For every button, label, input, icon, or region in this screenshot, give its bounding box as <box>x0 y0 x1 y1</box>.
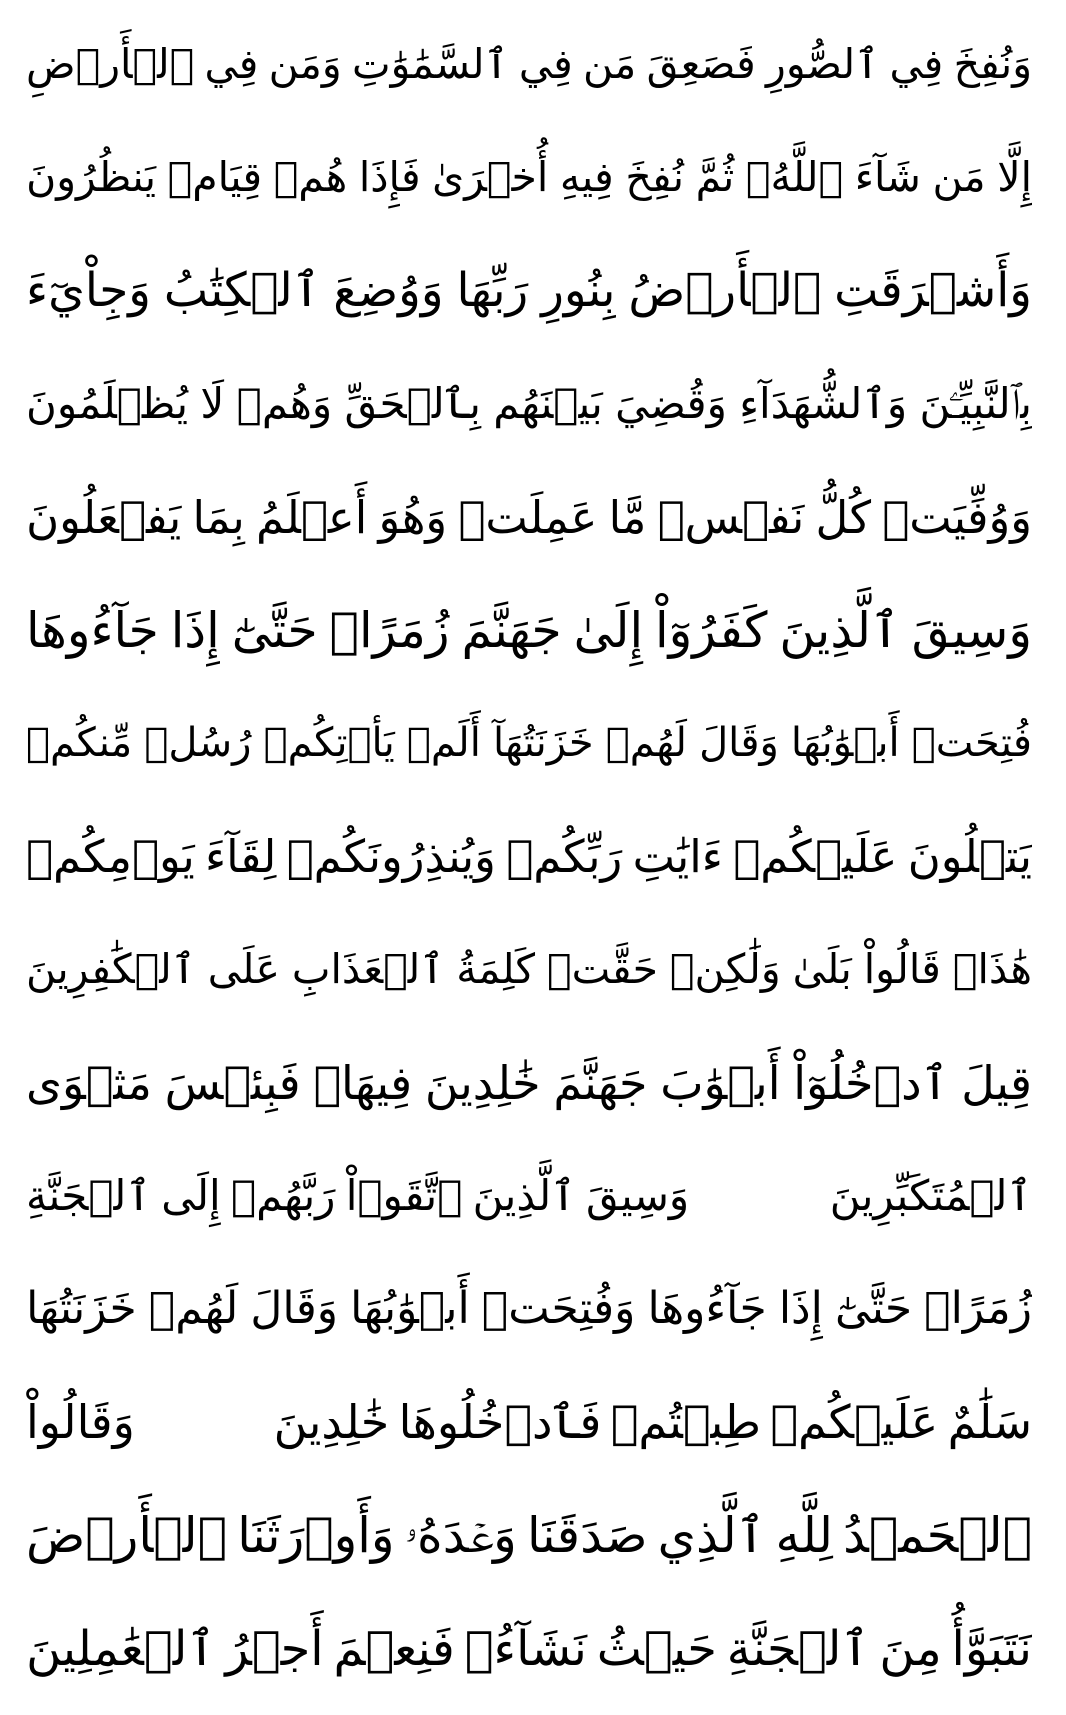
verse-line-14: ٱلۡحَمۡدُ لِلَّهِ ٱلَّذِي صَدَقَنَا وَعۡدَهُۥ وَأَوۡرَثَنَا ٱلۡأَرۡضَ <box>26 1506 1032 1564</box>
verse-line-15: نَتَبَوَّأُ مِنَ ٱلۡجَنَّةِ حَيۡثُ نَشَآءُۖ فَنِعۡمَ أَجۡرُ ٱلۡعَٰمِلِينَ <box>26 1620 1032 1677</box>
verse-line-6: وَسِيقَ ٱلَّذِينَ كَفَرُوٓاْ إِلَىٰ جَهَنَّمَ زُمَرًاۖ حَتَّىٰٓ إِذَا جَآءُوهَا <box>26 601 1032 659</box>
verse-line-11: ٱلۡمُتَكَبِّرِينَ وَسِيقَ ٱلَّذِينَ ٱتَّقَوۡاْ رَبَّهُمۡ إِلَى ٱلۡجَنَّةِ <box>26 1170 1032 1220</box>
verse-line-3: وَأَشۡرَقَتِ ٱلۡأَرۡضُ بِنُورِ رَبِّهَا وَوُضِعَ ٱلۡكِتَٰبُ وَجِاْيٓءَ <box>26 263 1032 319</box>
verse-line-4: بِٱلنَّبِيِّـۧنَ وَٱلشُّهَدَآءِ وَقُضِيَ بَيۡنَهُم بِٱلۡحَقِّ وَهُمۡ لَا يُظۡلَمُونَ <box>26 378 1032 428</box>
verse-line-5: وَوُفِّيَتۡ كُلُّ نَفۡسٖ مَّا عَمِلَتۡ وَهُوَ أَعۡلَمُ بِمَا يَفۡعَلُونَ <box>26 490 1032 544</box>
verse-line-12: زُمَرًاۖ حَتَّىٰٓ إِذَا جَآءُوهَا وَفُتِحَتۡ أَبۡوَٰبُهَا وَقَالَ لَهُمۡ خَزَنَتُهَا <box>26 1283 1032 1335</box>
verse-line-7: فُتِحَتۡ أَبۡوَٰبُهَا وَقَالَ لَهُمۡ خَزَنَتُهَآ أَلَمۡ يَأۡتِكُمۡ رُسُلٞ مِّنكُمۡ <box>26 720 1032 767</box>
verse-line-10: قِيلَ ٱدۡخُلُوٓاْ أَبۡوَٰبَ جَهَنَّمَ خَٰلِدِينَ فِيهَاۖ فَبِئۡسَ مَثۡوَى <box>26 1055 1032 1110</box>
verse-line-8: يَتۡلُونَ عَلَيۡكُمۡ ءَايَٰتِ رَبِّكُمۡ وَيُنذِرُونَكُمۡ لِقَآءَ يَوۡمِكُمۡ <box>26 830 1032 884</box>
verse-line-2: إِلَّا مَن شَآءَ ٱللَّهُۖ ثُمَّ نُفِخَ فِيهِ أُخۡرَىٰ فَإِذَا هُمۡ قِيَامٞ يَنظُرُونَ <box>26 153 1032 202</box>
verse-line-13: سَلَٰمٌ عَلَيۡكُمۡ طِبۡتُمۡ فَٱدۡخُلُوهَا خَٰلِدِينَ وَقَالُواْ <box>26 1395 1032 1450</box>
verse-line-9: هَٰذَاۚ قَالُواْ بَلَىٰ وَلَٰكِنۡ حَقَّتۡ كَلِمَةُ ٱلۡعَذَابِ عَلَى ٱلۡكَٰفِرِينَ <box>26 945 1032 994</box>
verse-line-1: وَنُفِخَ فِي ٱلصُّورِ فَصَعِقَ مَن فِي ٱلسَّمَٰوَٰتِ وَمَن فِي ٱلۡأَرۡضِ <box>26 40 1032 89</box>
verse-lines <box>26 8 1032 1705</box>
